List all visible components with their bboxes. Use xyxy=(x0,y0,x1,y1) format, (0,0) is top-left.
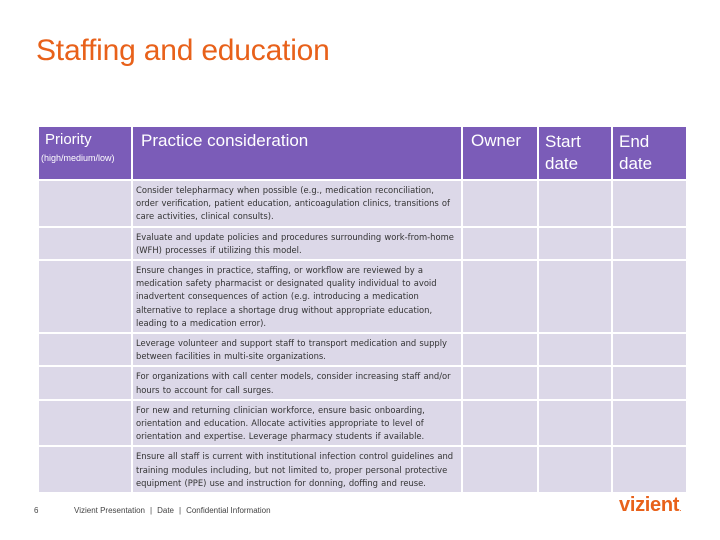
cell-start-date[interactable] xyxy=(539,334,611,365)
cell-end-date[interactable] xyxy=(613,228,686,259)
cell-priority[interactable] xyxy=(39,447,131,492)
cell-end-date[interactable] xyxy=(613,401,686,446)
table-row xyxy=(39,181,686,226)
cell-start-date[interactable] xyxy=(539,261,611,332)
cell-practice: For organizations with call center models, consider increasing staff and/or hours to account for call surges. xyxy=(133,367,461,398)
footer-separator: | xyxy=(179,506,182,515)
logo-text: vizient xyxy=(619,494,680,516)
cell-start-date[interactable] xyxy=(539,447,611,492)
cell-priority[interactable] xyxy=(39,401,131,446)
table-row xyxy=(39,334,686,365)
cell-end-date[interactable] xyxy=(613,367,686,398)
cell-end-date[interactable] xyxy=(613,447,686,492)
header-end-date: End date xyxy=(613,127,686,179)
cell-start-date[interactable] xyxy=(539,228,611,259)
cell-priority[interactable] xyxy=(39,367,131,398)
cell-owner[interactable] xyxy=(463,334,537,365)
cell-owner[interactable] xyxy=(463,401,537,446)
footer-info xyxy=(74,506,271,515)
header-priority xyxy=(39,127,131,179)
cell-owner[interactable] xyxy=(463,447,537,492)
cell-owner[interactable] xyxy=(463,261,537,332)
footer-presentation: Vizient Presentation xyxy=(74,506,146,515)
footer-date: Date xyxy=(157,506,174,515)
footer-page-number: 6 xyxy=(34,506,39,515)
cell-practice: Evaluate and update policies and procedures surrounding work-from-home (WFH) processes if utilizing this model. xyxy=(133,228,461,259)
vizient-logo xyxy=(619,494,681,517)
cell-end-date[interactable] xyxy=(613,181,686,226)
cell-owner[interactable] xyxy=(463,181,537,226)
table-row xyxy=(39,447,686,492)
cell-priority[interactable] xyxy=(39,334,131,365)
header-start-date: Start date xyxy=(539,127,611,179)
cell-priority[interactable] xyxy=(39,261,131,332)
cell-end-date[interactable] xyxy=(613,261,686,332)
cell-practice: Ensure all staff is current with institutional infection control guidelines and training modules including, but not limited to, proper personal protective equipment (PPE) use and instruction for donning, doffing and reuse. xyxy=(133,447,461,492)
table-row xyxy=(39,261,686,332)
table-header-row xyxy=(39,127,686,179)
cell-practice: Ensure changes in practice, staffing, or workflow are reviewed by a medication safety pharmacist or designated quality individual to avoid inadvertent consequences of action (e.g. introducing a medication alternative to replace a shortage drug without appropriate education, leading to a medication error). xyxy=(133,261,461,332)
cell-start-date[interactable] xyxy=(539,367,611,398)
cell-practice: Leverage volunteer and support staff to transport medication and supply between facilities in multi-site organizations. xyxy=(133,334,461,365)
cell-owner[interactable] xyxy=(463,367,537,398)
logo-mark: . xyxy=(679,503,682,513)
header-practice: Practice consideration xyxy=(133,127,461,179)
cell-start-date[interactable] xyxy=(539,181,611,226)
header-priority-label: Priority xyxy=(45,131,92,148)
cell-start-date[interactable] xyxy=(539,401,611,446)
table-row xyxy=(39,228,686,259)
header-owner: Owner xyxy=(463,127,537,179)
slide-title: Staffing and education xyxy=(36,34,330,67)
table-row xyxy=(39,401,686,446)
header-priority-sublabel: (high/medium/low) xyxy=(41,153,115,163)
cell-end-date[interactable] xyxy=(613,334,686,365)
cell-practice: For new and returning clinician workforce, ensure basic onboarding, orientation and education. Allocate activities appropriate to level of orientation and expertise. Leverage pharmacy students if available. xyxy=(133,401,461,446)
table-row xyxy=(39,367,686,398)
cell-priority[interactable] xyxy=(39,181,131,226)
practice-table xyxy=(37,125,688,494)
footer-separator: | xyxy=(150,506,153,515)
cell-priority[interactable] xyxy=(39,228,131,259)
cell-owner[interactable] xyxy=(463,228,537,259)
cell-practice: Consider telepharmacy when possible (e.g., medication reconciliation, order verification, patient education, anticoagulation clinics, transitions of care activities, clinical consults). xyxy=(133,181,461,226)
footer-confidential: Confidential Information xyxy=(186,506,271,515)
